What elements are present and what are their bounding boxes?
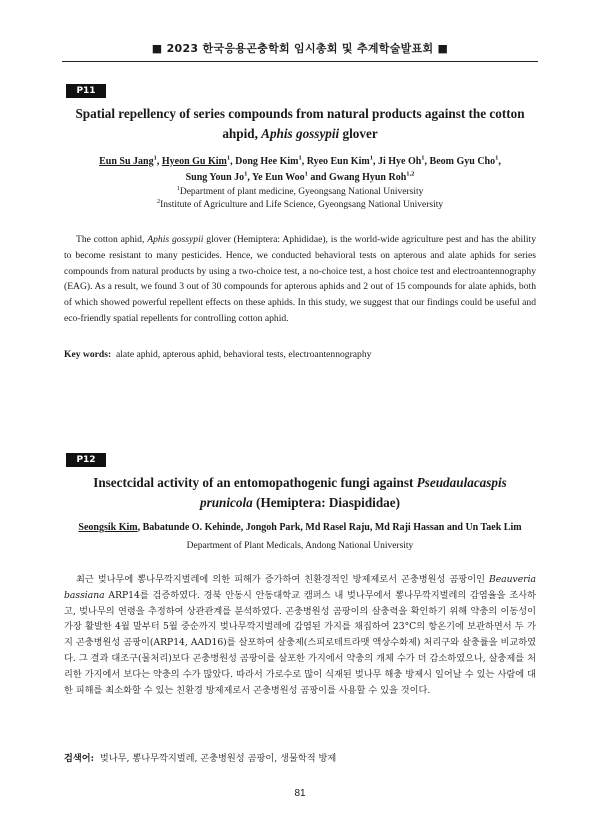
abstract-body-p11: The cotton aphid, Aphis gossypii glover (Hemiptera: Aphididae), is the world-wide agriculture pest and has the ability to become resistant to many pesticides. Hence, we conducted behavioral tests on apterous and alate aphids for series compounds from natural products by using a two-choice test, a no-choice test, a host choice test and electroantennography (EAG). As a result, we found 3 out of 30 compounds for apterous aphids and 2 out of 15 compounds for alate aphids, both of which showed powerful repellent effects on these aphids. In this study, we suggest that our findings could be useful and eco-friendly spatial repellents for controlling cotton aphid.: [64, 234, 537, 324]
author-list-p11: [66, 154, 534, 186]
affiliation-p12: Department of Plant Medicals, Andong National University: [186, 541, 414, 551]
affiliations-p11: [66, 186, 534, 212]
keywords-text: alate aphid, apterous aphid, behavioral tests, electroantennography: [115, 349, 372, 360]
abstract-title-p12: Insectcidal activity of an entomopathogenic fungi against Pseudaulacaspis prunicola (Hemiptera: Diaspididae): [93, 475, 507, 510]
keywords-p12: [64, 752, 536, 766]
abstract-title-p11: Spatial repellency of series compounds from natural products against the cotton ahpid, Aphis gossypii glover: [75, 106, 525, 141]
abstract-body-p12: 최근 벚나무에 뽕나무깍지벌레에 의한 피해가 증가하여 친환경적인 방제제로서 곤충병원성 곰팡이인 Beauveria bassiana ARP14를 검증하였다. 경북 안동시 안동대학교 캠퍼스 내 벚나무에서 뽕나무깍지벌레의 감염율을 조사하고, 벚나무의 연령을 추정하여 상관관계를 분석하였다. 곤충병원성 곰팡이의 살충력을 확인하기 위해 약충의 이동성이 가장 활발한 4월 말부터 5월 중순까지 벚나무깍지벌레에 감염된 가지를 채집하여 23°C의 항온기에 보관하면서 두 가지 곤충병원성 곰팡이(ARP14, AAD16)를 살포하여 살충제(스피로테트라맷 액상수화제) 처리구와 살충률을 비교하였다. 그 결과 대조구(물처리)보다 곤충병원성 곰팡이를 살포한 가지에서 약충의 개체 수가 더 감소하였으나, 살충제를 처리한 가지에서 보다는 약충의 수가 많았다. 따라서 가로수로 많이 식재된 벚나무 해충 방제시 일어날 수 있는 사람에 대한 피해를 최소화할 수 있는 친환경 방제제로서 곤충병원성 곰팡이를 사용할 수 있을 것이다.: [64, 574, 536, 696]
species-name: Aphis gossypii: [147, 234, 204, 245]
author-line-1: Eun Su Jang$^1$, Hyeon Gu Kim$^1$, Dong Hee Kim$^1$, Ryeo Eun Kim$^1$, Ji Hye Oh$^1$, Beom Gyu Cho$^1$,: [99, 154, 501, 167]
abstract-badge-p12: P12: [66, 453, 106, 467]
page-number: 81: [294, 788, 306, 799]
author-line-2: Sung Youn Jo$^1$, Ye Eun Woo$^1$ and Gwang Hyun Roh$^{1,2}$: [185, 170, 415, 183]
author-list-p12: Seongsik Kim, Babatunde O. Kehinde, Jongoh Park, Md Rasel Raju, Md Raji Hassan and Un Taek Lim: [78, 522, 522, 533]
abstract-badge-p11: P11: [66, 84, 106, 98]
species-name: Beauveria bassiana: [64, 574, 536, 601]
affiliation-2: $^2$Institute of Agriculture and Life Science, Gyeongsang National University: [156, 197, 444, 210]
keywords-label: Key words:: [64, 349, 112, 360]
conference-header: ■ 2023 한국응용곤충학회 임시총회 및 추계학술발표회 ■: [151, 42, 449, 55]
species-name: Pseudaulacaspis prunicola: [199, 475, 507, 510]
keywords-label: 검색어:: [64, 753, 95, 764]
affiliation-1: $^1$Department of plant medicine, Gyeongsang National University: [176, 184, 424, 197]
keywords-p11: [64, 348, 536, 362]
species-name: Aphis gossypii: [261, 126, 340, 141]
keywords-text: 벚나무, 뽕나무깍지벌레, 곤충병원성 곰팡이, 생물학적 방제: [99, 753, 337, 764]
header-divider: [62, 61, 538, 62]
